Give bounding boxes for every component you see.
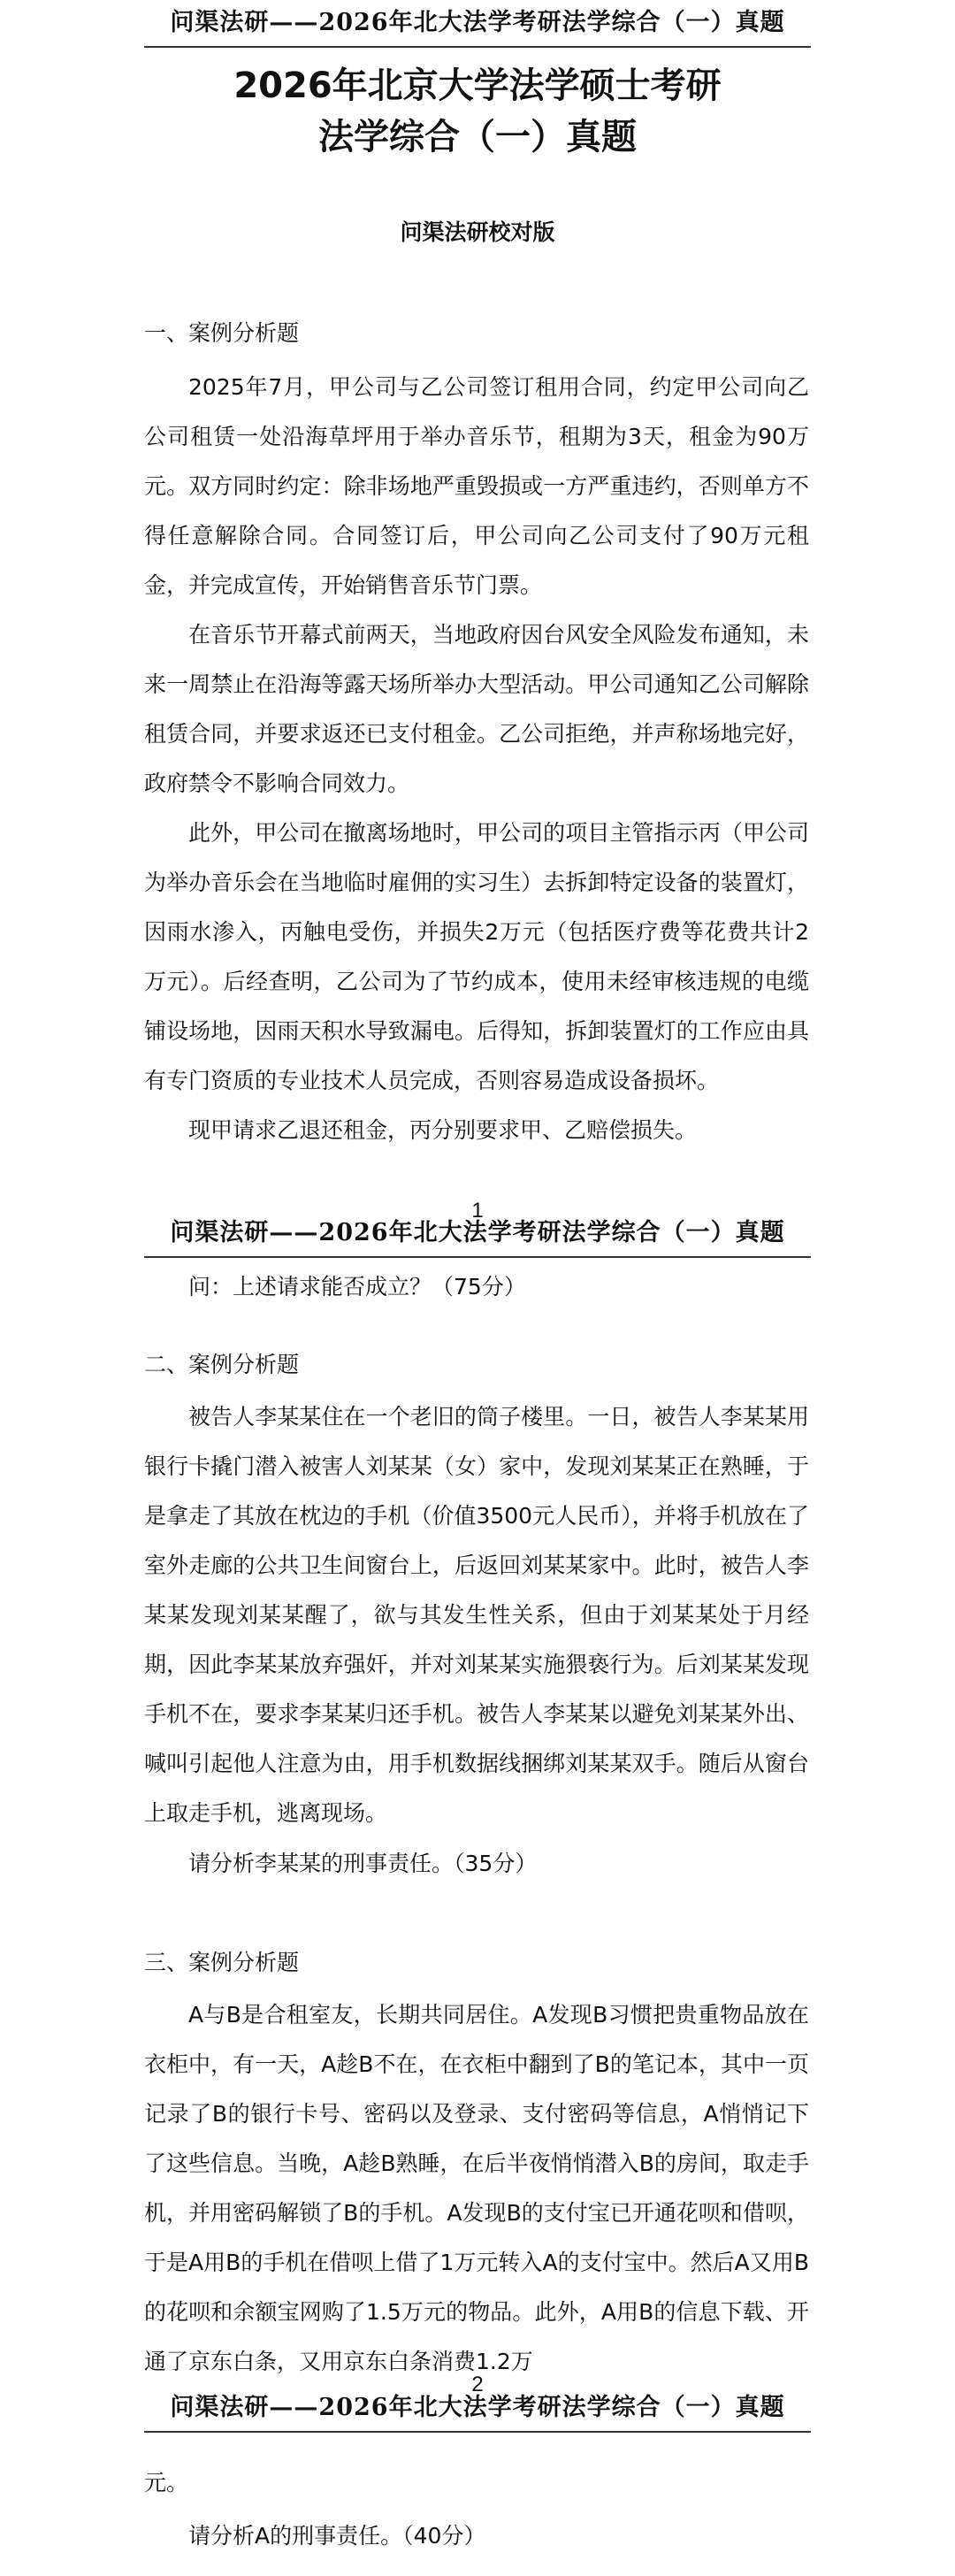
section3-question: 请分析A的刑事责任。（40分） <box>188 2523 486 2549</box>
section1-paragraph: 在音乐节开幕式前两天，当地政府因台风安全风险发布通知，未来一周禁止在沿海等露天场所举办大型活动。甲公司通知乙公司解除租赁合同，并要求返还已支付租金。乙公司拒绝，并声称场地完好，政府禁令不影响合同效力。 <box>144 622 809 796</box>
page-header: 问渠法研——2026年北大法学考研法学综合（一）真题 <box>144 2385 811 2433</box>
section3-continuation: 元。 <box>144 2470 189 2496</box>
page-number: 2 <box>471 2373 484 2396</box>
section3-heading: 三、案例分析题 <box>144 1950 300 1975</box>
document-title-line2: 法学综合（一）真题 <box>318 117 637 157</box>
page-header: 问渠法研——2026年北大法学考研法学综合（一）真题 <box>144 0 811 48</box>
section3-paragraph: A与B是合租室友，长期共同居住。A发现B习惯把贵重物品放在衣柜中，有一天，A趁B不在，在衣柜中翻到了B的笔记本，其中一页记录了B的银行卡号、密码以及登录、支付密码等信息，A悄悄记下了这些信息。当晚，A趁B熟睡，在后半夜悄悄潜入B的房间，取走手机，并用密码解锁了B的手机。A发现B的支付宝已开通花呗和借呗，于是A用B的手机在借呗上借了1万元转入A的支付宝中。然后A又用B的花呗和余额宝网购了1.5万元的物品。此外，A用B的信息下载、开通了京东白条，又用京东白条消费1.2万 <box>144 2002 809 2374</box>
section2-question: 请分析李某某的刑事责任。（35分） <box>188 1851 538 1876</box>
section1-paragraph: 此外，甲公司在撤离场地时，甲公司的项目主管指示丙（甲公司为举办音乐会在当地临时雇佣的实习生）去拆卸特定设备的装置灯，因雨水渗入，丙触电受伤，并损失2万元（包括医疗费等花费共计2万元）。后经查明，乙公司为了节约成本，使用未经审核违规的电缆铺设场地，因雨天积水导致漏电。后得知，拆卸装置灯的工作应由具有专门资质的专业技术人员完成，否则容易造成设备损坏。 <box>144 820 809 1093</box>
section2-heading: 二、案例分析题 <box>144 1352 300 1377</box>
section1-paragraph: 现甲请求乙退还租金，丙分别要求甲、乙赔偿损失。 <box>188 1117 698 1143</box>
page-number: 1 <box>471 1199 484 1223</box>
section1-paragraph: 2025年7月，甲公司与乙公司签订租用合同，约定甲公司向乙公司租赁一处沿海草坪用于举办音乐节，租期为3天，租金为90万元。双方同时约定：除非场地严重毁损或一方严重违约，否则单方不得任意解除合同。合同签订后，甲公司向乙公司支付了90万元租金，并完成宣传，开始销售音乐节门票。 <box>144 374 809 598</box>
section1-heading: 一、案例分析题 <box>144 320 300 346</box>
page-header: 问渠法研——2026年北大法学考研法学综合（一）真题 <box>144 1210 811 1258</box>
document-title-line1: 2026年北京大学法学硕士考研 <box>233 65 722 106</box>
edition-label: 问渠法研校对版 <box>400 219 555 245</box>
section1-question: 问：上述请求能否成立？（75分） <box>188 1274 526 1300</box>
section2-paragraph: 被告人李某某住在一个老旧的筒子楼里。一日，被告人李某某用银行卡撬门潜入被害人刘某某（女）家中，发现刘某某正在熟睡，于是拿走了其放在枕边的手机（价值3500元人民币），并将手机放在了室外走廊的公共卫生间窗台上，后返回刘某某家中。此时，被告人李某某发现刘某某醒了，欲与其发生性关系，但由于刘某某处于月经期，因此李某某放弃强奸，并对刘某某实施猥亵行为。后刘某某发现手机不在，要求李某某归还手机。被告人李某某以避免刘某某外出、喊叫引起他人注意为由，用手机数据线捆绑刘某某双手。随后从窗台上取走手机，逃离现场。 <box>144 1404 809 1826</box>
